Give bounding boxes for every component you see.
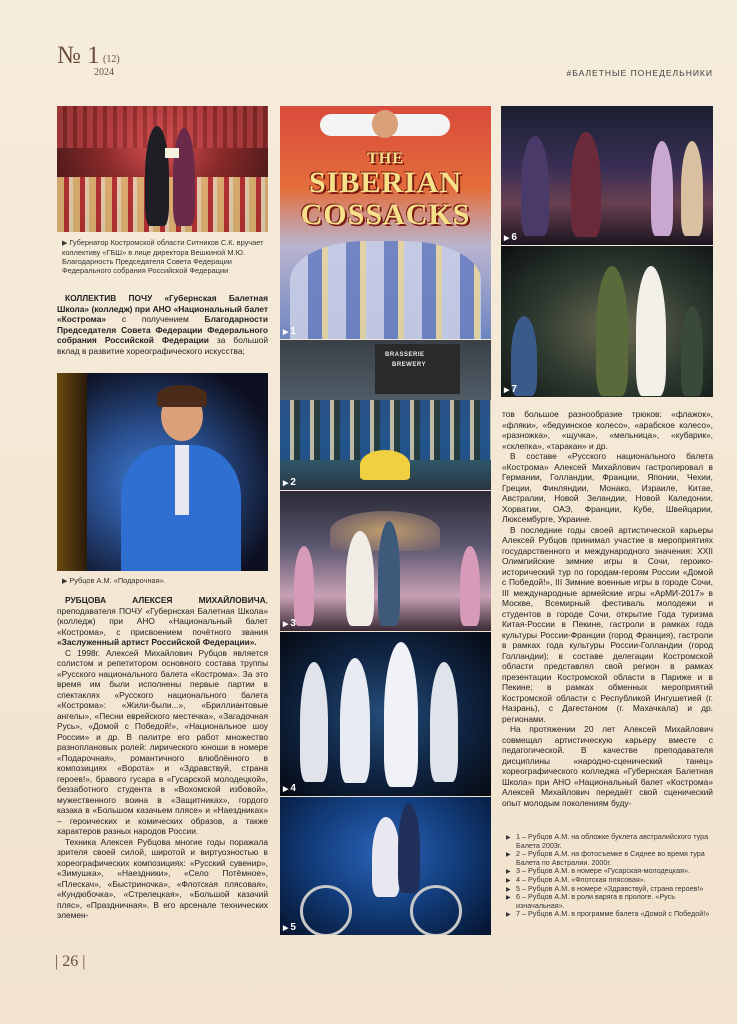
photo-3-stage — [280, 491, 491, 631]
portrait-caption: ▶ Рубцов А.М. «Подарочная». — [62, 576, 166, 585]
poster-title-cossacks: COSSACKS — [300, 198, 471, 231]
bio-text: РУБЦОВА АЛЕКСЕЯ МИХАЙЛОВИЧА, преподавателя ПОЧУ «Губернская Балетная Школа» (колледж) при АНО «Национальный балет «Кострома», с присвоением почётного звания «Заслуженный артист Российской Федерации». С 1998г. Алексей Михайлович Рубцов является солистом и репетитором основного состава труппы «Русского национального балета «Кострома». За это время им были исполнены первые партии в спектаклях «Русского национального балета «Кострома»: «Жили-были...», «Бриллиантовые ангелы», «Песни еврейского местечка», «Загадочная Русь», «Домой с Победой!», «Национальное шоу России» и др. В палитре его работ множество разноплановых ролей: лирического юноши в номере «Подарочная», романтичного влюблённого в композициях «Ворота» и «Здравствуй, страна героев!», бравого гусара в «Гусарской молодецкой», беззаботного студента в «Вохомской избовой», мужественного воина в «Защитниках», гордого казака в «Большом казачьем плясе» и «Наездниках» – героических и комических образов, а также характеров разных народов России. Техника Алексея Рубцова многие годы поражала зрителя своей силой, широтой и виртуозностью в хореографических композициях: «Русский сувенир», «Зимушка», «Наездники», «Село Потёмное», «Плескач», «Быстриночка», «Флотская плясовая», «Кундюбочка», «Стрелецкая», «Большой казачий пляс», «Праздничная». В его арсенале технических элемен- — [57, 595, 268, 920]
photo-4-sailors — [280, 632, 491, 796]
brasserie-sign: BRASSERIE — [385, 352, 425, 358]
page-number: | 26 | — [55, 953, 86, 970]
photo-number: ▶ 4 — [283, 783, 296, 794]
poster-title-siberian: SIBERIAN — [308, 166, 463, 199]
photo-number: ▶ 1 — [283, 326, 296, 337]
photo-caption-item: ▶ 4 – Рубцов А.М. «Флотская плясовая». — [506, 876, 716, 885]
brewery-sign: BREWERY — [392, 362, 426, 368]
award-paragraph: КОЛЛЕКТИВ ПОЧУ «Губернская Балетная Школа» (колледж) при АНО «Национальный балет «Кострома» с получением Благодарности Председателя Совета Федерации Федерального собрания Российской Федерации за большой вклад в развитие хореографического искусства; — [57, 293, 268, 356]
photo-6-varangian — [501, 106, 713, 245]
photo-7-victory — [501, 246, 713, 397]
photo-2-street — [280, 340, 491, 490]
photo-1-poster — [280, 106, 491, 339]
photo-number: ▶ 7 — [504, 384, 517, 395]
photo-number: ▶ 3 — [283, 618, 296, 629]
photo-caption-item: ▶ 6 – Рубцов А.М. в роли варяга в прологе. «Русь изначальная». — [506, 893, 716, 910]
photo-number: ▶ 6 — [504, 232, 517, 243]
photo-captions-list — [506, 833, 716, 919]
ceremony-photo — [57, 106, 268, 232]
issue-subnumber: (12) — [103, 54, 120, 65]
photo-caption-item: ▶ 2 – Рубцов А.М. на фотосъемке в Сиднее во время тура Балета по Австралии. 2000г. — [506, 850, 716, 867]
photo-caption-item: ▶ 7 – Рубцов А.М. в программе балета «Домой с Победой!» — [506, 910, 716, 919]
photo-caption-item: ▶ 1 – Рубцов А.М. на обложке буклета австралийского тура Балета 2003г. — [506, 833, 716, 850]
ceremony-caption: ▶ Губернатор Костромской области Ситников С.К. вручает коллективу «ГБШ» в лице директора Вешкиной М.Ю. Благодарность Председателя Совета Федерации Федерального собрания Российской Федерации — [62, 238, 264, 275]
issue-year: 2024 — [94, 67, 114, 78]
career-text: тов большое разнообразие трюков: «флажок», «фляки», «бедуинское колесо», «арабское колесо», «разножка», «щучка», «мельница», «кубарик», «склепка», «таракан» и др. В составе «Русского национального балета «Кострома» Алексей Михайлович гастролировал в Германии, Голландии, Франции, Японии, Чехии, Греции, Финляндии, Монако, Израиле, Китае, Австралии, Новой Зеландии, Новой Каледонии, Хорватии, ОАЭ, Франции, Кубе, Швейцарии, Люксембурге, Украине. В последние годы своей артистической карьеры Алексей Рубцов принимал участие в мероприятиях государственного и международного значения: XXII Олимпийские зимние игры в Сочи, героико-исторический тур по городам-героям России «Домой с Победой!», III Зимние военные игры в городе Сочи, III международные армейские игры «АрМИ-2017» в Москве, Всемирный фестиваль молодежи и студентов в городе Сочи, открытие Года туризма Китая-России в Пекине, гастроли в рамках года культуры России-Франции (город Франция), гастроли в рамках года культуры России-Голландии (город Голландии); в составе делегации Костромской области представлял свой регион в рамках презентации Костромской области в Париже и в Пекине; в рамках обменных мероприятий Костромской области с Республикой Ингушетией (г. Назрань), с Дагестаном (г. Махачкала) и др. регионами. На протяжении 20 лет Алексей Михайлович совмещал артистическую карьеру вместе с педагогической. В качестве преподавателя дисциплины «народно-сценический танец» хореографического колледжа «Губернская Балетная Школа» при АНО «Национальный балет «Кострома» Алексей Михайлович передаёт свой сценический опыт молодым поколениям буду- — [502, 409, 713, 808]
photo-number: ▶ 5 — [283, 922, 296, 933]
photo-caption-item: ▶ 5 – Рубцов А.М. в номере «Здравствуй, страна героев!» — [506, 885, 716, 894]
issue-number: № 1 — [57, 42, 100, 69]
photo-caption-item: ▶ 3 – Рубцов А.М. в номере «Гусарская-молодецкая». — [506, 867, 716, 876]
photo-number: ▶ 2 — [283, 477, 296, 488]
poster-title-the: THE — [367, 150, 404, 167]
photo-5-bicycle — [280, 797, 491, 935]
rubric-title: #БАЛЕТНЫЕ ПОНЕДЕЛЬНИКИ — [566, 68, 713, 78]
portrait-photo — [57, 373, 268, 571]
